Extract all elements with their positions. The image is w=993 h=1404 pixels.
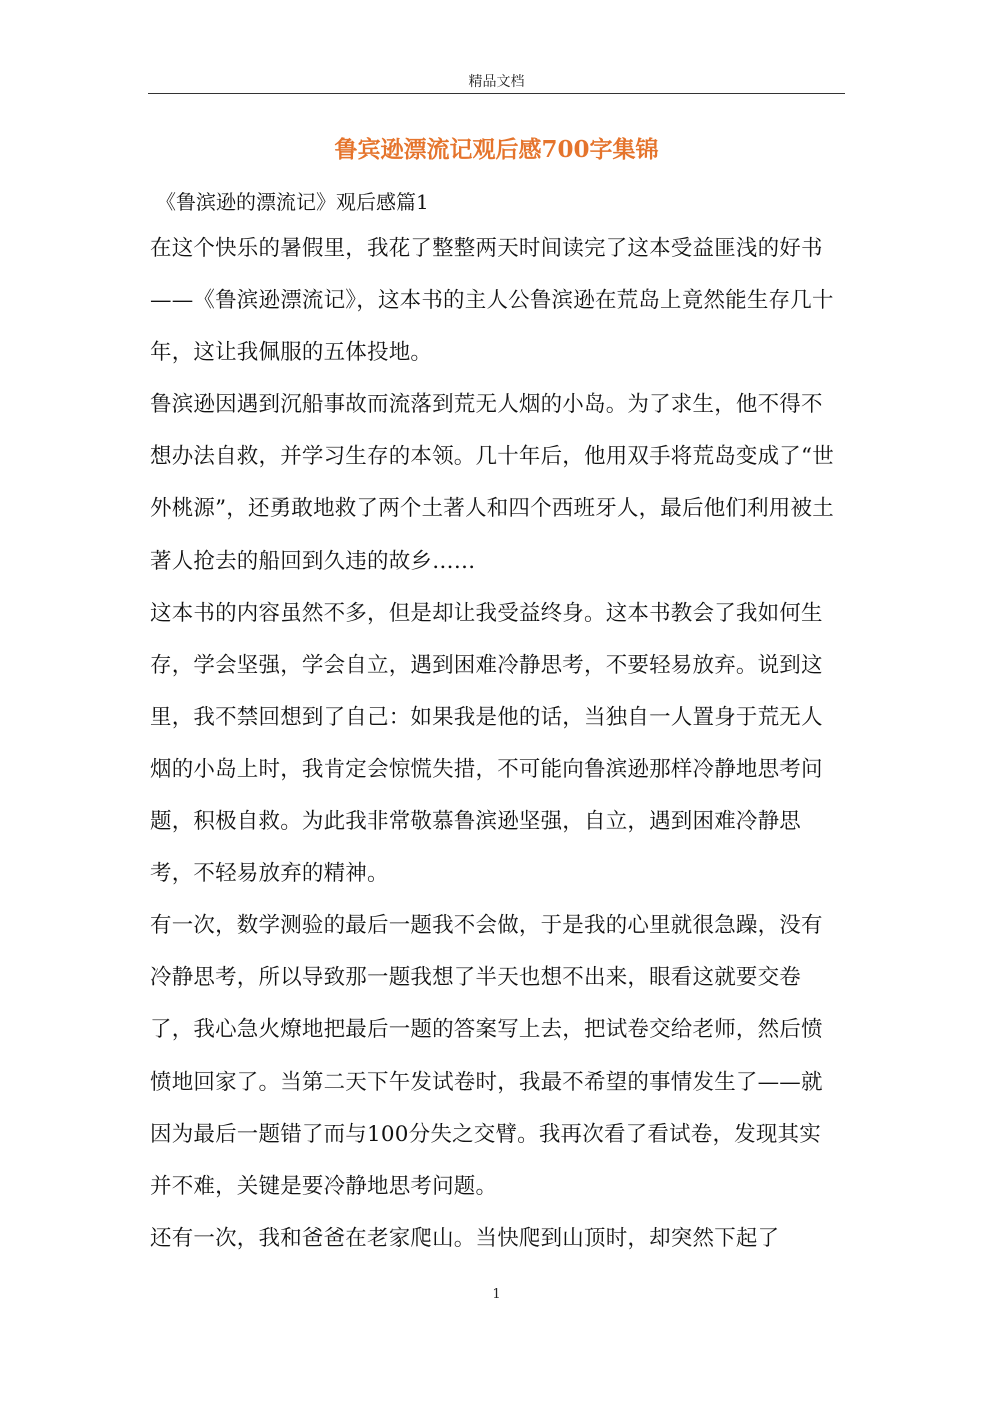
paragraph: 还有一次，我和爸爸在老家爬山。当快爬到山顶时，却突然下起了 — [150, 1225, 780, 1251]
document-body — [150, 223, 840, 1265]
page-number: 1 — [492, 1287, 501, 1302]
header-divider — [148, 93, 845, 94]
paragraph: 有一次，数学测验的最后一题我不会做，于是我的心里就很急躁，没有冷静思考，所以导致那一题我想了半天也想不出来，眼看这就要交卷了，我心急火燎地把最后一题的答案写上去，把试卷交给老师，然后愤愤地回家了。当第二天下午发试卷时，我最不希望的事情发生了——就因为最后一题错了而与100分失之交臂。我再次看了看试卷，发现其实并不难，关键是要冷静地思考问题。 — [150, 913, 823, 1199]
paragraph: 鲁滨逊因遇到沉船事故而流落到荒无人烟的小岛。为了求生，他不得不想办法自救，并学习生存的本领。几十年后，他用双手将荒岛变成了“世外桃源”，还勇敢地救了两个土著人和四个西班牙人，最后他们利用被土著人抢去的船回到久违的故乡…… — [150, 392, 834, 574]
document-title: 鲁宾逊漂流记观后感700字集锦 — [334, 136, 659, 163]
paragraph: 这本书的内容虽然不多，但是却让我受益终身。这本书教会了我如何生存，学会坚强，学会自立，遇到困难冷静思考，不要轻易放弃。说到这里，我不禁回想到了自己：如果我是他的话，当独自一人置身于荒无人烟的小岛上时，我肯定会惊慌失措，不可能向鲁滨逊那样冷静地思考问题，积极自救。为此我非常敬慕鲁滨逊坚强，自立，遇到困难冷静思考，不轻易放弃的精神。 — [150, 600, 823, 887]
section-subtitle: 《鲁滨逊的漂流记》观后感篇1 — [156, 190, 429, 214]
page-header: 精品文档 — [468, 74, 525, 90]
paragraph: 在这个快乐的暑假里，我花了整整两天时间读完了这本受益匪浅的好书——《鲁滨逊漂流记》，这本书的主人公鲁滨逊在荒岛上竟然能生存几十年，这让我佩服的五体投地。 — [150, 236, 834, 366]
